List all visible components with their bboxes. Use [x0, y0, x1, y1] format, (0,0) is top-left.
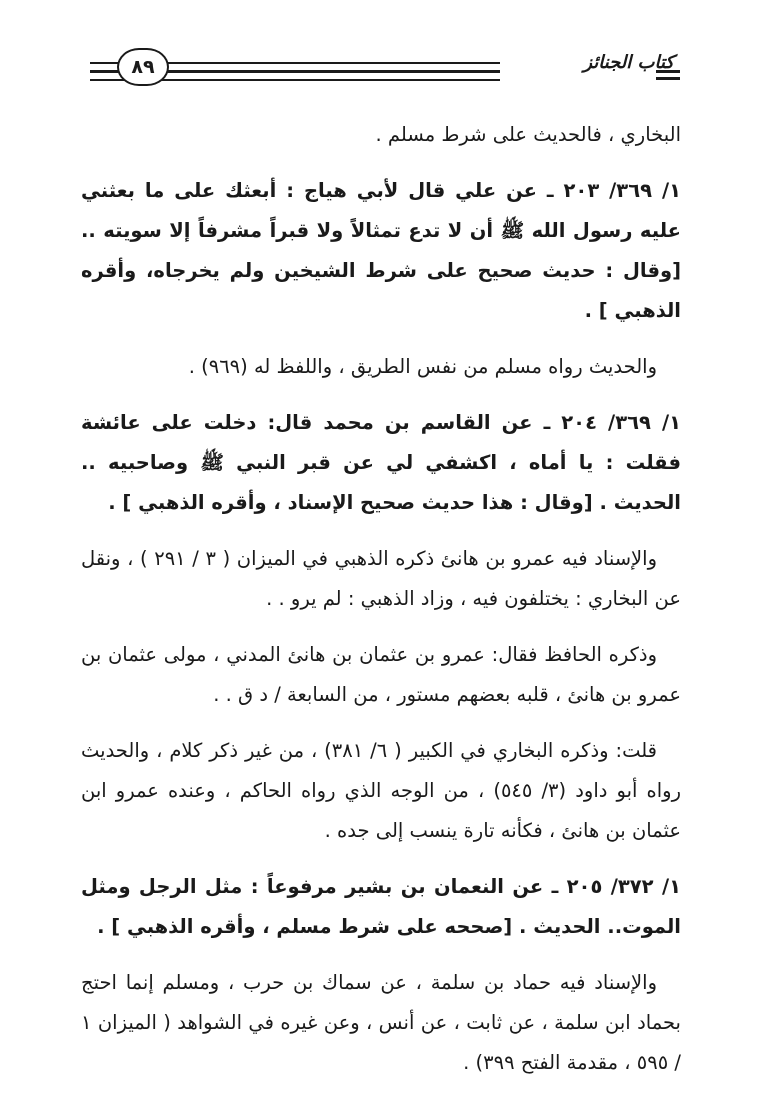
entry-number: ١/ ٣٧٢/ ٢٠٥ ـ — [551, 875, 681, 898]
header-ornament — [656, 77, 680, 80]
chapter-title: كتاب الجنائز — [583, 52, 674, 73]
paragraph-text: وذكره الحافظ فقال: عمرو بن عثمان بن هانئ المدني ، مولى عثمان بن عمرو بن هانئ ، قلبه بعضهم مستور ، من السابعة / د ق . . — [81, 643, 681, 706]
paragraph — [81, 731, 681, 851]
entry-text: عن النعمان بن بشير مرفوعاً : مثل الرجل ومثل الموت.. الحديث . [صححه على شرط مسلم ، وأقره الذهبي ] . — [81, 875, 681, 938]
entry-text: عن علي قال لأبي هياج : أبعثك على ما بعثني عليه رسول الله ﷺ أن لا تدع تمثالاً ولا قبراً مشرفاً إلا سويته .. [وقال : حديث صحيح على شرط الشيخين ولم يخرجاه، وأقره الذهبي ] . — [81, 179, 681, 322]
hadith-entry — [81, 171, 681, 331]
paragraph-text: والإسناد فيه عمرو بن هانئ ذكره الذهبي في الميزان ( ٣ / ٢٩١ ) ، ونقل عن البخاري : يختلفون فيه ، وزاد الذهبي : لم يرو . . — [81, 547, 681, 610]
entry-number: ١/ ٣٦٩/ ٢٠٣ ـ — [546, 179, 681, 202]
hadith-entry — [81, 403, 681, 523]
paragraph — [81, 347, 681, 387]
hadith-entry — [81, 867, 681, 947]
paragraph-text: والحديث رواه مسلم من نفس الطريق ، واللفظ له (٩٦٩) . — [188, 355, 657, 378]
paragraph — [81, 115, 681, 155]
running-header — [0, 0, 769, 110]
entry-text: عن القاسم بن محمد قال: دخلت على عائشة فقلت : يا أماه ، اكشفي لي عن قبر النبي ﷺ وصاحبيه .. الحديث . [وقال : هذا حديث صحيح الإسناد ، وأقره الذهبي ] . — [81, 411, 681, 514]
paragraph-text: والإسناد فيه حماد بن سلمة ، عن سماك بن حرب ، ومسلم إنما احتج بحماد ابن سلمة ، عن ثابت ، عن أنس ، وعن غيره في الشواهد ( الميزان ١ / ٥٩٥ ، مقدمة الفتح ٣٩٩) . — [81, 971, 681, 1074]
paragraph — [81, 963, 681, 1083]
page-number: ٨٩ — [117, 48, 169, 86]
paragraph-text: البخاري ، فالحديث على شرط مسلم . — [375, 123, 681, 146]
page-body — [81, 115, 681, 1083]
paragraph-text: قلت: وذكره البخاري في الكبير ( ٦/ ٣٨١) ، من غير ذكر كلام ، والحديث رواه أبو داود (٣/ ٥٤٥) ، من الوجه الذي رواه الحاكم ، وعنده عمرو ابن عثمان بن هانئ ، فكأنه تارة ينسب إلى جده . — [81, 739, 681, 842]
paragraph — [81, 539, 681, 619]
entry-number: ١/ ٣٦٩/ ٢٠٤ ـ — [543, 411, 681, 434]
paragraph — [81, 635, 681, 715]
